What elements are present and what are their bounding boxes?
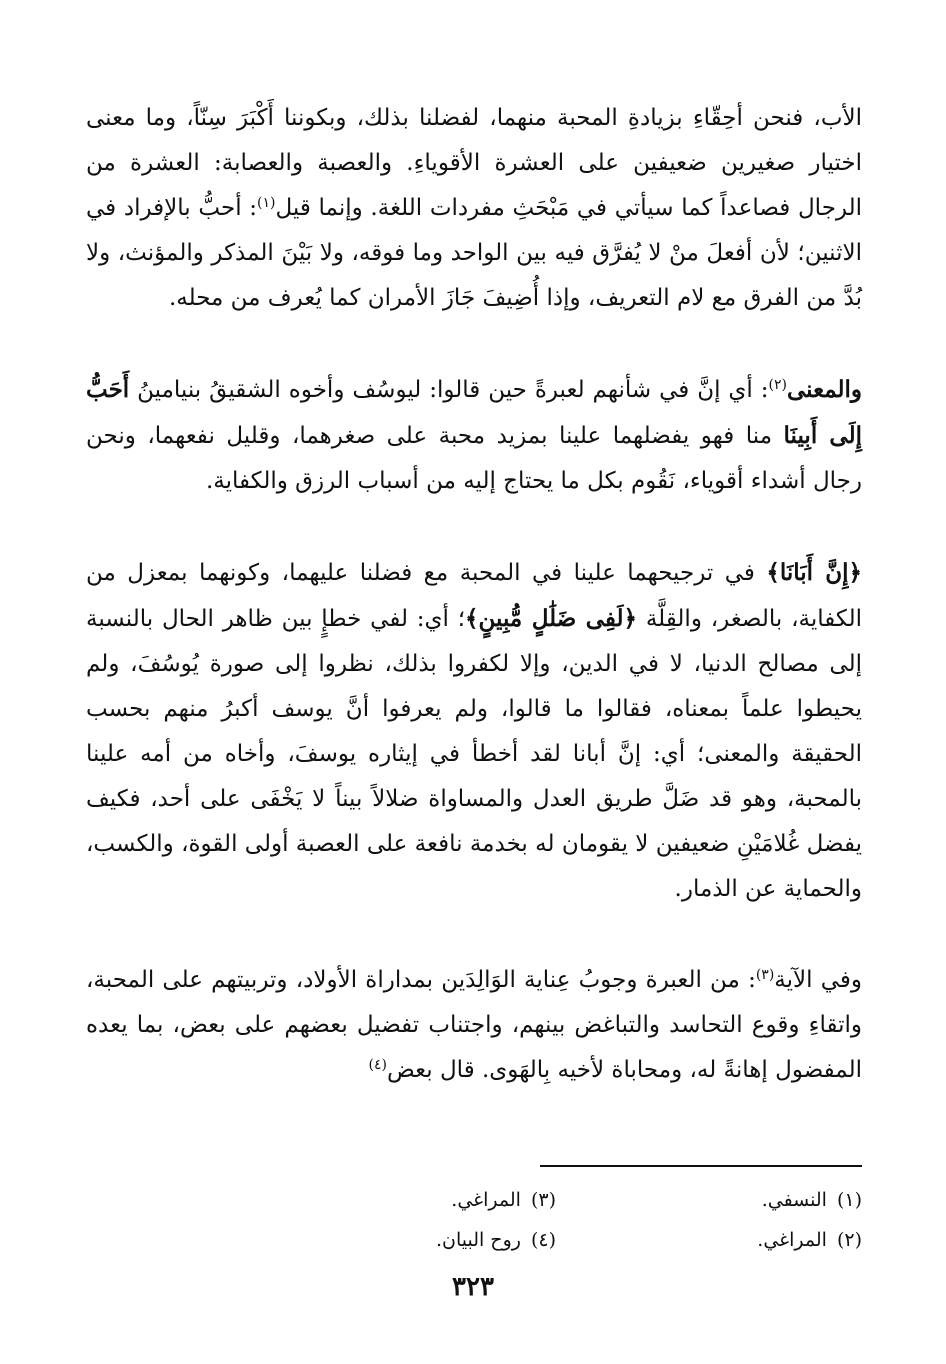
footnote-marker: (١) (257, 195, 276, 211)
footnote-row (86, 1180, 862, 1220)
footnote-text: المراغي. (757, 1229, 827, 1251)
paragraph-2 (86, 367, 862, 504)
main-text (86, 96, 862, 1093)
footnote-marker: (٢) (768, 377, 787, 393)
footnote-2 (556, 1220, 862, 1260)
footnote-number: (٣) (530, 1189, 556, 1211)
footnote-text: النسفي. (761, 1189, 827, 1211)
footnote-row (86, 1220, 862, 1260)
footnotes (86, 1180, 862, 1260)
paragraph-4 (86, 958, 862, 1093)
text-run: منا فهو يفضلهما علينا بمزيد محبة على صغرهما، وقليل نفعهما، ونحن رجال أشداء أقوياء، نَقُوم بكل ما يحتاج إليه من أسباب الرزق والكفاية. (86, 423, 862, 494)
footnote-3 (250, 1180, 556, 1220)
quran-quote: ﴿لَفِى ضَلَٰلٍ مُّبِينٍ﴾ (465, 605, 638, 632)
text-run: : أي إنَّ في شأنهم لعبرةً حين قالوا: ليوسُف وأخوه الشقيقُ بنيامينُ (129, 377, 769, 403)
footnote-4 (250, 1220, 556, 1260)
quran-quote: ﴿إِنَّ أَبَانَا﴾ (766, 559, 862, 586)
text-run: الأب، فنحن أحِقّاءِ بزيادةِ المحبة منهما، لفضلنا بذلك، وبكوننا أَكْبَرَ سِنّاً، وما معنى اختيار صغيرين ضعيفين على العشرة الأقوياءِ. والعصبة والعصابة: العشرة من الرجال فصاعداً كما سيأتي في مَبْحَثِ مفردات اللغة. وإنما قيل (86, 105, 862, 221)
footnote-number: (١) (836, 1189, 862, 1211)
footnote-number: (٤) (530, 1229, 556, 1251)
footnote-marker: (٤) (368, 1057, 387, 1073)
text-run: : أحبُّ بالإفراد في الاثنين؛ لأن أفعلَ منْ لا يُفرَّق فيه بين الواحد وما فوقه، ولا بَيْنَ المذكر والمؤنث، ولا بُدَّ من الفرق مع لام التعريف، وإذا أُضِيفَ جَازَ الأمران كما يُعرف من محله. (86, 195, 862, 311)
text-run: : من العبرة وجوبُ عِناية الوَالِدَين بمداراة الأولاد، وتربيتهم على المحبة، واتقاءِ وقوع التحاسد والتباغض بينهم، واجتناب تفضيل بعضهم على بعض، بما يعده المفضول إهانةً له، ومحاباة لأخيه بِالهَوى. قال بعض (86, 967, 862, 1083)
paragraph-lead: والمعنى (786, 376, 862, 403)
footnote-separator (540, 1165, 862, 1167)
paragraph-1 (86, 96, 862, 321)
page-number: ٣٢٣ (452, 1272, 494, 1302)
footnote-1 (556, 1180, 862, 1220)
footnote-number: (٢) (836, 1229, 862, 1251)
footnote-text: المراغي. (451, 1189, 521, 1211)
text-run: في ترجيحهما علينا في المحبة مع فضلنا عليهما، وكونهما بمعزل من الكفاية، بالصغر، والقِلَّة (86, 560, 862, 632)
footnote-text: روح البيان. (435, 1229, 521, 1251)
paragraph-3 (86, 550, 862, 912)
text-run: ؛ أي: لفي خطإٍ بين ظاهر الحال بالنسبة إلى مصالح الدنيا، لا في الدين، وإلا لكفروا بذلك، نظروا إلى صورة يُوسُفَ، ولم يحيطوا علماً بمعناه، فقالوا ما قالوا، ولم يعرفوا أنَّ يوسف أكبرُ منهم بحسب الحقيقة والمعنى؛ أي: إنَّ أبانا لقد أخطأ في إيثاره يوسفَ، وأخاه من أمه علينا بالمحبة، وهو قد ضَلَّ طريق العدل والمساواة ضلالاً بيناً لا يَخْفَى على أحد، فكيف يفضل غُلامَيْنِ ضعيفين لا يقومان له بخدمة نافعة على العصبة أولى القوة، والكسب، والحماية عن الذمار. (86, 606, 862, 902)
quran-quote: أَحَبُّ إِلَى أَبِينَا (86, 376, 862, 449)
footnote-marker: (٣) (755, 967, 775, 983)
text-run: وفي الآية (774, 967, 862, 993)
